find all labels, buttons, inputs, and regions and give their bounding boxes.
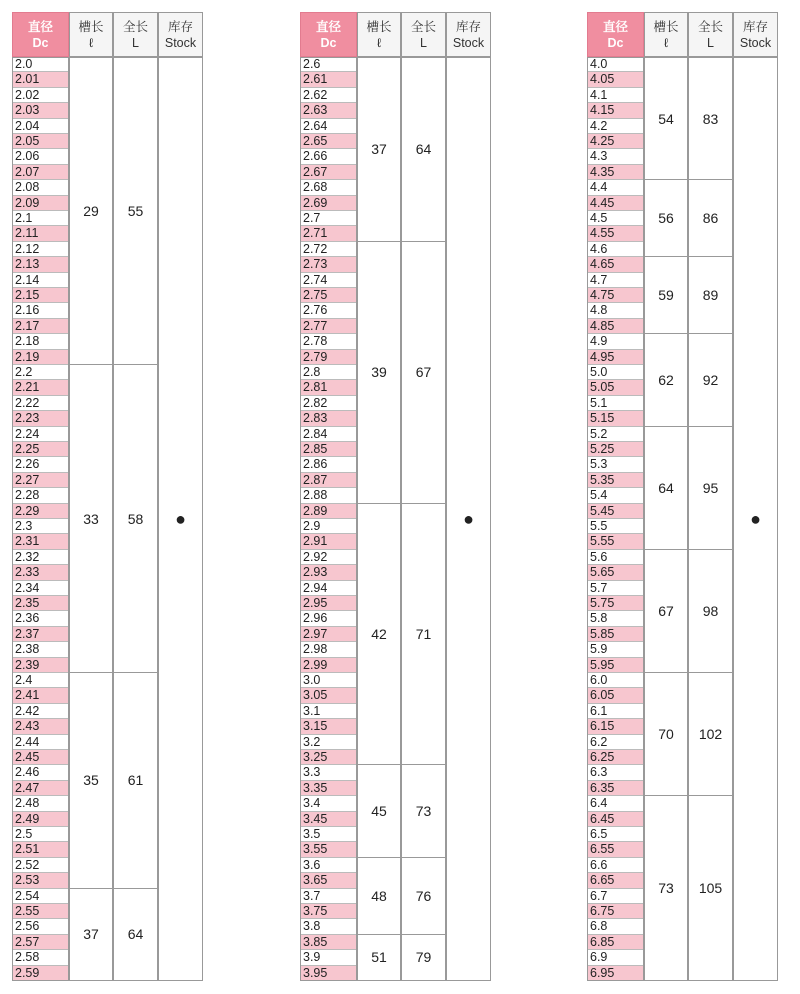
diameter-cell: 6.85 <box>587 935 644 950</box>
header-diameter-line: Dc <box>32 35 49 50</box>
diameter-cell: 4.25 <box>587 134 644 149</box>
diameter-cell: 2.02 <box>12 88 69 103</box>
diameter-cell: 2.93 <box>300 565 357 580</box>
flute-length-cell: 56 <box>644 180 688 257</box>
diameter-cell: 3.65 <box>300 873 357 888</box>
diameter-cell: 2.16 <box>12 303 69 318</box>
diameter-cell: 4.55 <box>587 226 644 241</box>
overall-length-cell: 92 <box>688 334 733 426</box>
diameter-cell: 2.47 <box>12 781 69 796</box>
diameter-cell: 2.68 <box>300 180 357 195</box>
diameter-cell: 4.95 <box>587 350 644 365</box>
diameter-cell: 3.0 <box>300 673 357 688</box>
diameter-cell: 5.75 <box>587 596 644 611</box>
diameter-cell: 2.76 <box>300 303 357 318</box>
diameter-cell: 5.15 <box>587 411 644 426</box>
diameter-cell: 6.15 <box>587 719 644 734</box>
diameter-cell: 2.98 <box>300 642 357 657</box>
diameter-cell: 2.13 <box>12 257 69 272</box>
overall-length-cell: 61 <box>113 673 158 889</box>
diameter-cell: 2.28 <box>12 488 69 503</box>
header-overall-length-line: L <box>707 35 714 50</box>
diameter-cell: 2.49 <box>12 812 69 827</box>
diameter-cell: 2.4 <box>12 673 69 688</box>
diameter-cell: 2.69 <box>300 196 357 211</box>
diameter-cell: 2.42 <box>12 704 69 719</box>
overall-length-cell: 105 <box>688 796 733 981</box>
diameter-cell: 2.75 <box>300 288 357 303</box>
overall-length-cell: 73 <box>401 765 446 857</box>
flute-length-cell: 54 <box>644 57 688 180</box>
header-diameter-line: 直径 <box>602 19 628 34</box>
diameter-cell: 2.52 <box>12 858 69 873</box>
header-overall-length <box>113 12 158 57</box>
diameter-cell: 3.2 <box>300 735 357 750</box>
header-diameter-line: 直径 <box>27 19 53 34</box>
flute-length-cell: 62 <box>644 334 688 426</box>
diameter-cell: 2.89 <box>300 504 357 519</box>
diameter-cell: 2.87 <box>300 473 357 488</box>
diameter-cell: 2.73 <box>300 257 357 272</box>
diameter-cell: 2.94 <box>300 581 357 596</box>
diameter-cell: 6.55 <box>587 842 644 857</box>
header-diameter-line: 直径 <box>315 19 341 34</box>
diameter-cell: 2.72 <box>300 242 357 257</box>
flute-length-cell: 29 <box>69 57 113 365</box>
header-flute-length-line: 槽长 <box>653 19 679 34</box>
diameter-cell: 2.5 <box>12 827 69 842</box>
header-stock-line: 库存 <box>742 19 768 34</box>
diameter-cell: 2.56 <box>12 919 69 934</box>
diameter-cell: 2.2 <box>12 365 69 380</box>
diameter-cell: 2.12 <box>12 242 69 257</box>
diameter-cell: 2.65 <box>300 134 357 149</box>
diameter-cell: 2.74 <box>300 273 357 288</box>
diameter-cell: 2.35 <box>12 596 69 611</box>
diameter-cell: 2.36 <box>12 611 69 626</box>
diameter-cell: 2.26 <box>12 457 69 472</box>
header-flute-length <box>69 12 113 57</box>
flute-length-cell: 48 <box>357 858 401 935</box>
header-diameter-line: Dc <box>320 35 337 50</box>
diameter-cell: 2.64 <box>300 119 357 134</box>
diameter-cell: 5.95 <box>587 658 644 673</box>
diameter-cell: 2.03 <box>12 103 69 118</box>
stock-dot-icon: ● <box>750 508 761 529</box>
header-flute-length-line: ℓ <box>663 35 669 50</box>
diameter-cell: 5.1 <box>587 396 644 411</box>
diameter-cell: 3.9 <box>300 950 357 965</box>
diameter-cell: 4.65 <box>587 257 644 272</box>
flute-length-cell: 33 <box>69 365 113 673</box>
diameter-cell: 2.83 <box>300 411 357 426</box>
diameter-cell: 2.8 <box>300 365 357 380</box>
header-overall-length-line: L <box>420 35 427 50</box>
diameter-cell: 2.61 <box>300 72 357 87</box>
diameter-cell: 2.67 <box>300 165 357 180</box>
diameter-cell: 2.88 <box>300 488 357 503</box>
flute-length-cell: 73 <box>644 796 688 981</box>
diameter-cell: 4.9 <box>587 334 644 349</box>
diameter-cell: 3.5 <box>300 827 357 842</box>
header-stock <box>158 12 203 57</box>
diameter-cell: 2.37 <box>12 627 69 642</box>
header-flute-length <box>644 12 688 57</box>
diameter-cell: 5.85 <box>587 627 644 642</box>
diameter-cell: 6.0 <box>587 673 644 688</box>
diameter-cell: 4.4 <box>587 180 644 195</box>
diameter-cell: 6.8 <box>587 919 644 934</box>
diameter-cell: 2.33 <box>12 565 69 580</box>
diameter-cell: 5.0 <box>587 365 644 380</box>
diameter-cell: 2.44 <box>12 735 69 750</box>
diameter-cell: 2.0 <box>12 57 69 72</box>
flute-length-cell: 42 <box>357 504 401 766</box>
diameter-cell: 3.35 <box>300 781 357 796</box>
diameter-cell: 6.9 <box>587 950 644 965</box>
diameter-cell: 3.85 <box>300 935 357 950</box>
diameter-cell: 2.62 <box>300 88 357 103</box>
diameter-cell: 6.5 <box>587 827 644 842</box>
diameter-cell: 2.58 <box>12 950 69 965</box>
diameter-cell: 3.1 <box>300 704 357 719</box>
overall-length-cell: 79 <box>401 935 446 981</box>
diameter-cell: 2.9 <box>300 519 357 534</box>
diameter-cell: 3.55 <box>300 842 357 857</box>
diameter-cell: 4.5 <box>587 211 644 226</box>
diameter-cell: 3.8 <box>300 919 357 934</box>
header-overall-length-line: L <box>132 35 139 50</box>
header-stock <box>446 12 491 57</box>
overall-length-cell: 89 <box>688 257 733 334</box>
flute-length-cell: 37 <box>357 57 401 242</box>
overall-length-cell: 95 <box>688 427 733 550</box>
flute-length-cell: 67 <box>644 550 688 673</box>
diameter-cell: 2.97 <box>300 627 357 642</box>
stock-cell <box>733 57 778 981</box>
diameter-cell: 4.1 <box>587 88 644 103</box>
diameter-cell: 2.95 <box>300 596 357 611</box>
diameter-cell: 5.2 <box>587 427 644 442</box>
header-overall-length <box>688 12 733 57</box>
header-overall-length <box>401 12 446 57</box>
diameter-cell: 5.55 <box>587 534 644 549</box>
diameter-cell: 2.85 <box>300 442 357 457</box>
diameter-cell: 2.23 <box>12 411 69 426</box>
diameter-cell: 2.84 <box>300 427 357 442</box>
diameter-cell: 6.7 <box>587 889 644 904</box>
diameter-cell: 2.46 <box>12 765 69 780</box>
diameter-cell: 3.7 <box>300 889 357 904</box>
header-diameter <box>12 12 69 57</box>
overall-length-cell: 67 <box>401 242 446 504</box>
header-diameter-line: Dc <box>607 35 624 50</box>
overall-length-cell: 86 <box>688 180 733 257</box>
diameter-cell: 2.91 <box>300 534 357 549</box>
overall-length-cell: 64 <box>113 889 158 981</box>
diameter-cell: 5.6 <box>587 550 644 565</box>
diameter-cell: 4.2 <box>587 119 644 134</box>
diameter-cell: 2.66 <box>300 149 357 164</box>
overall-length-cell: 83 <box>688 57 733 180</box>
overall-length-cell: 55 <box>113 57 158 365</box>
diameter-cell: 6.35 <box>587 781 644 796</box>
diameter-cell: 4.35 <box>587 165 644 180</box>
diameter-cell: 5.65 <box>587 565 644 580</box>
diameter-cell: 6.2 <box>587 735 644 750</box>
diameter-cell: 2.14 <box>12 273 69 288</box>
diameter-cell: 2.82 <box>300 396 357 411</box>
diameter-cell: 2.21 <box>12 380 69 395</box>
diameter-cell: 6.05 <box>587 688 644 703</box>
stock-cell <box>446 57 491 981</box>
diameter-cell: 4.3 <box>587 149 644 164</box>
header-flute-length-line: ℓ <box>88 35 94 50</box>
header-flute-length-line: 槽长 <box>366 19 392 34</box>
diameter-cell: 3.6 <box>300 858 357 873</box>
diameter-cell: 2.07 <box>12 165 69 180</box>
header-flute-length <box>357 12 401 57</box>
diameter-cell: 2.51 <box>12 842 69 857</box>
diameter-cell: 2.3 <box>12 519 69 534</box>
diameter-cell: 2.25 <box>12 442 69 457</box>
diameter-cell: 2.32 <box>12 550 69 565</box>
diameter-cell: 2.34 <box>12 581 69 596</box>
diameter-cell: 5.5 <box>587 519 644 534</box>
diameter-cell: 2.04 <box>12 119 69 134</box>
diameter-cell: 4.85 <box>587 319 644 334</box>
diameter-cell: 2.81 <box>300 380 357 395</box>
diameter-cell: 2.24 <box>12 427 69 442</box>
flute-length-cell: 45 <box>357 765 401 857</box>
diameter-cell: 5.05 <box>587 380 644 395</box>
diameter-cell: 2.22 <box>12 396 69 411</box>
diameter-column-border <box>587 57 644 981</box>
diameter-cell: 3.15 <box>300 719 357 734</box>
header-stock-line: Stock <box>739 35 772 50</box>
diameter-cell: 2.29 <box>12 504 69 519</box>
diameter-cell: 2.45 <box>12 750 69 765</box>
diameter-cell: 4.6 <box>587 242 644 257</box>
diameter-cell: 6.3 <box>587 765 644 780</box>
overall-length-cell: 98 <box>688 550 733 673</box>
overall-length-cell: 76 <box>401 858 446 935</box>
diameter-cell: 2.09 <box>12 196 69 211</box>
diameter-cell: 4.05 <box>587 72 644 87</box>
diameter-cell: 5.3 <box>587 457 644 472</box>
diameter-cell: 2.05 <box>12 134 69 149</box>
diameter-cell: 5.45 <box>587 504 644 519</box>
diameter-cell: 4.8 <box>587 303 644 318</box>
diameter-cell: 2.11 <box>12 226 69 241</box>
diameter-cell: 2.6 <box>300 57 357 72</box>
header-flute-length-line: ℓ <box>376 35 382 50</box>
diameter-cell: 2.15 <box>12 288 69 303</box>
diameter-cell: 4.15 <box>587 103 644 118</box>
diameter-cell: 3.25 <box>300 750 357 765</box>
stock-dot-icon: ● <box>175 508 186 529</box>
diameter-cell: 4.0 <box>587 57 644 72</box>
diameter-cell: 5.8 <box>587 611 644 626</box>
diameter-cell: 2.99 <box>300 658 357 673</box>
diameter-cell: 2.1 <box>12 211 69 226</box>
diameter-cell: 5.7 <box>587 581 644 596</box>
diameter-cell: 2.19 <box>12 350 69 365</box>
diameter-cell: 3.4 <box>300 796 357 811</box>
diameter-cell: 2.39 <box>12 658 69 673</box>
diameter-column-border <box>300 57 357 981</box>
header-diameter <box>300 12 357 57</box>
stock-dot-icon: ● <box>463 508 474 529</box>
overall-length-cell: 64 <box>401 57 446 242</box>
stock-cell <box>158 57 203 981</box>
diameter-cell: 2.77 <box>300 319 357 334</box>
diameter-cell: 2.01 <box>12 72 69 87</box>
flute-length-cell: 35 <box>69 673 113 889</box>
diameter-cell: 2.78 <box>300 334 357 349</box>
diameter-cell: 2.27 <box>12 473 69 488</box>
diameter-cell: 2.08 <box>12 180 69 195</box>
header-stock-line: 库存 <box>455 19 481 34</box>
diameter-cell: 6.25 <box>587 750 644 765</box>
diameter-cell: 2.41 <box>12 688 69 703</box>
diameter-cell: 2.54 <box>12 889 69 904</box>
diameter-column-border <box>12 57 69 981</box>
diameter-cell: 6.45 <box>587 812 644 827</box>
diameter-cell: 2.79 <box>300 350 357 365</box>
diameter-cell: 6.4 <box>587 796 644 811</box>
diameter-cell: 2.38 <box>12 642 69 657</box>
diameter-cell: 2.55 <box>12 904 69 919</box>
diameter-cell: 2.86 <box>300 457 357 472</box>
diameter-cell: 5.9 <box>587 642 644 657</box>
diameter-cell: 2.7 <box>300 211 357 226</box>
flute-length-cell: 39 <box>357 242 401 504</box>
diameter-cell: 6.95 <box>587 966 644 981</box>
header-overall-length-line: 全长 <box>697 19 723 34</box>
header-stock-line: Stock <box>164 35 197 50</box>
header-overall-length-line: 全长 <box>410 19 436 34</box>
diameter-cell: 3.95 <box>300 966 357 981</box>
diameter-cell: 4.7 <box>587 273 644 288</box>
diameter-cell: 6.65 <box>587 873 644 888</box>
diameter-cell: 2.31 <box>12 534 69 549</box>
header-stock-line: 库存 <box>167 19 193 34</box>
diameter-cell: 5.25 <box>587 442 644 457</box>
header-flute-length-line: 槽长 <box>78 19 104 34</box>
flute-length-cell: 51 <box>357 935 401 981</box>
flute-length-cell: 59 <box>644 257 688 334</box>
overall-length-cell: 102 <box>688 673 733 796</box>
diameter-cell: 3.75 <box>300 904 357 919</box>
diameter-cell: 6.75 <box>587 904 644 919</box>
diameter-cell: 2.18 <box>12 334 69 349</box>
diameter-cell: 2.53 <box>12 873 69 888</box>
header-overall-length-line: 全长 <box>122 19 148 34</box>
diameter-cell: 3.05 <box>300 688 357 703</box>
header-stock-line: Stock <box>452 35 485 50</box>
diameter-cell: 2.96 <box>300 611 357 626</box>
flute-length-cell: 37 <box>69 889 113 981</box>
flute-length-cell: 70 <box>644 673 688 796</box>
flute-length-cell: 64 <box>644 427 688 550</box>
diameter-cell: 4.75 <box>587 288 644 303</box>
overall-length-cell: 58 <box>113 365 158 673</box>
diameter-cell: 5.4 <box>587 488 644 503</box>
diameter-cell: 2.59 <box>12 966 69 981</box>
diameter-cell: 2.57 <box>12 935 69 950</box>
diameter-cell: 4.45 <box>587 196 644 211</box>
diameter-cell: 2.06 <box>12 149 69 164</box>
diameter-cell: 6.1 <box>587 704 644 719</box>
header-diameter <box>587 12 644 57</box>
diameter-cell: 6.6 <box>587 858 644 873</box>
diameter-cell: 2.17 <box>12 319 69 334</box>
diameter-cell: 2.92 <box>300 550 357 565</box>
diameter-cell: 2.63 <box>300 103 357 118</box>
diameter-cell: 2.48 <box>12 796 69 811</box>
diameter-cell: 3.45 <box>300 812 357 827</box>
diameter-cell: 2.43 <box>12 719 69 734</box>
diameter-cell: 2.71 <box>300 226 357 241</box>
header-stock <box>733 12 778 57</box>
diameter-cell: 5.35 <box>587 473 644 488</box>
overall-length-cell: 71 <box>401 504 446 766</box>
diameter-cell: 3.3 <box>300 765 357 780</box>
